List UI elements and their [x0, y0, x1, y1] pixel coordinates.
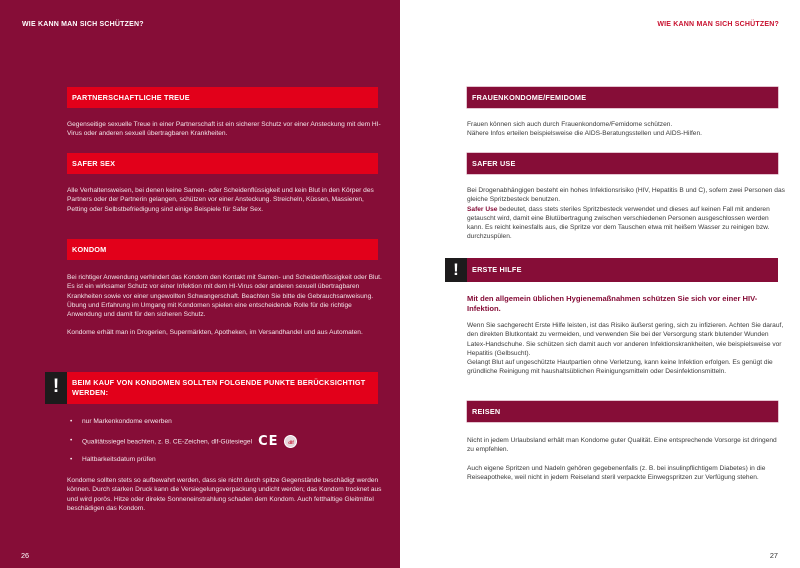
- section-heading-partnerschaftliche-treue: PARTNERSCHAFTLICHE TREUE: [67, 87, 378, 108]
- erste-hilfe-lead: Mit den allgemein üblichen Hygienemaßnahmen schützen Sie sich vor einer HIV-Infektion.: [467, 294, 758, 313]
- list-item: • Qualitätssiegel beachten, z. B. CE-Zeichen, dlf-Gütesiegel CE dlf: [70, 435, 380, 454]
- exclamation-icon: !: [45, 372, 67, 404]
- section-body-safer-sex: Alle Verhaltensweisen, bei denen keine Samen- oder Scheidenflüssigkeit und kein Blut in den Körper des Partners oder der Partnerin gelangen, schützen vor einer Ansteckung. Streicheln, Küssen, Massieren, Petting oder Selbstbefriedigung sind einige Beispiele für Safer Sex.: [67, 187, 374, 213]
- storage-advice: Kondome sollten stets so aufbewahrt werden, dass sie nicht durch spitze Gegenstände beschädigt werden können. Durch starken Druck kann die Versiegelungsverpackung undicht werden; das Kondom trocknet aus und wird porös. Hitze oder direkte Sonneneinstrahlung schaden dem Kondom. Auch fetthaltige Gleitmittel beschädigen das Kondom.: [67, 477, 382, 512]
- section-heading-kondom: KONDOM: [67, 239, 378, 260]
- checklist: [70, 416, 380, 473]
- section-heading-frauenkondome: FRAUENKONDOME/FEMIDOME: [467, 87, 778, 108]
- term-safer-use: Safer Use: [467, 205, 498, 213]
- page-number: 26: [21, 551, 30, 560]
- section-body-erste-hilfe: Wenn Sie sachgerecht Erste Hilfe leisten, ist das Risiko äußerst gering, sich zu infizieren. Achten Sie darauf, den direkten Blutkontakt zu vermeiden, und verwenden Sie bei der Versorgung stark blutender Wunden Latex-Handschuhe. Sie schützen sich damit auch vor anderen Infektionskrankheiten, wie beispielsweise vor Hepatitis (Gelbsucht). Gelangt Blut auf ungeschützte Hautpartien ohne Verletzung, kann keine Infektion erfolgen. Es genügt die gründliche Reinigung mit haushaltsüblichen Reinigungsmitteln oder Desinfektionsmitteln.: [467, 322, 784, 376]
- section-body-kondom: Bei richtiger Anwendung verhindert das Kondom den Kontakt mit Samen- und Scheidenflüssigkeit oder Blut. Es ist ein wirksamer Schutz vor einer Infektion mit dem HI-Virus oder anderen sexuell übertragbaren Krankheiten sowie vor einer ungewollten Schwangerschaft. Beachten Sie bitte die Gebrauchsanweisung. Übung und Erfahrung im Umgang mit Kondomen spielen eine entscheidende Rolle für die richtige Anwendung und damit für den sicheren Schutz. Kondome erhält man in Drogerien, Supermärkten, Apotheken, im Versandhandel und aus Automaten.: [67, 274, 382, 337]
- right-page: [400, 0, 800, 568]
- section-heading-erste-hilfe: ERSTE HILFE: [467, 258, 778, 282]
- section-heading-safer-use: SAFER USE: [467, 153, 778, 174]
- dlf-seal-icon: dlf: [284, 435, 297, 448]
- section-body-reisen: Nicht in jedem Urlaubsland erhält man Kondome guter Qualität. Eine entsprechende Vorsorge ist dringend zu empfehlen. Auch eigene Spritzen und Nadeln gehören gegebenenfalls (z. B. bei insulinpflichtigem Diabetes) in die Reiseapotheke, weil nicht in jedem Reiseland steril verpackte Einwegspritzen zur Verfügung stehen.: [467, 437, 777, 481]
- section-heading-safer-sex: SAFER SEX: [67, 153, 378, 174]
- warning-heading: BEIM KAUF VON KONDOMEN SOLLTEN FOLGENDE PUNKTE BERÜCKSICHTIGT WERDEN:: [67, 372, 378, 404]
- exclamation-icon: !: [445, 258, 467, 282]
- list-item: • nur Markenkondome erwerben: [70, 416, 380, 435]
- section-heading-reisen: REISEN: [467, 401, 778, 422]
- page-number: 27: [769, 551, 778, 560]
- ce-mark-icon: CE: [258, 434, 279, 449]
- section-body-safer-use: Bei Drogenabhängigen besteht ein hohes Infektionsrisiko (HIV, Hepatitis B und C), sofern zwei Personen das gleiche Spritzbesteck benutzen. Safer Use bedeutet, dass stets steriles Spritzbesteck verwendet und dieses auf keinen Fall mit anderen getauscht wird, damit eine Blutübertragung zwischen verschiedenen Personen ausgeschlossen werden kann. Es reicht keinesfalls aus, die Spritze vor dem Tauschen etwa mit heißem Wasser zu reinigen bzw. durchzuspülen.: [467, 187, 785, 241]
- list-item: • Haltbarkeitsdatum prüfen: [70, 454, 380, 473]
- section-body-partnerschaftliche-treue: Gegenseitige sexuelle Treue in einer Partnerschaft ist ein sicherer Schutz vor einer Ansteckung mit dem HI-Virus oder anderen sexuell übertragbaren Krankheiten.: [67, 121, 381, 138]
- running-head: WIE KANN MAN SICH SCHÜTZEN?: [657, 21, 779, 28]
- running-head: WIE KANN MAN SICH SCHÜTZEN?: [22, 21, 144, 28]
- section-body-frauenkondome: Frauen können sich auch durch Frauenkondome/Femidome schützen. Nähere Infos erteilen beispielsweise die AIDS-Beratungsstellen und AIDS-Hilfen.: [467, 121, 702, 138]
